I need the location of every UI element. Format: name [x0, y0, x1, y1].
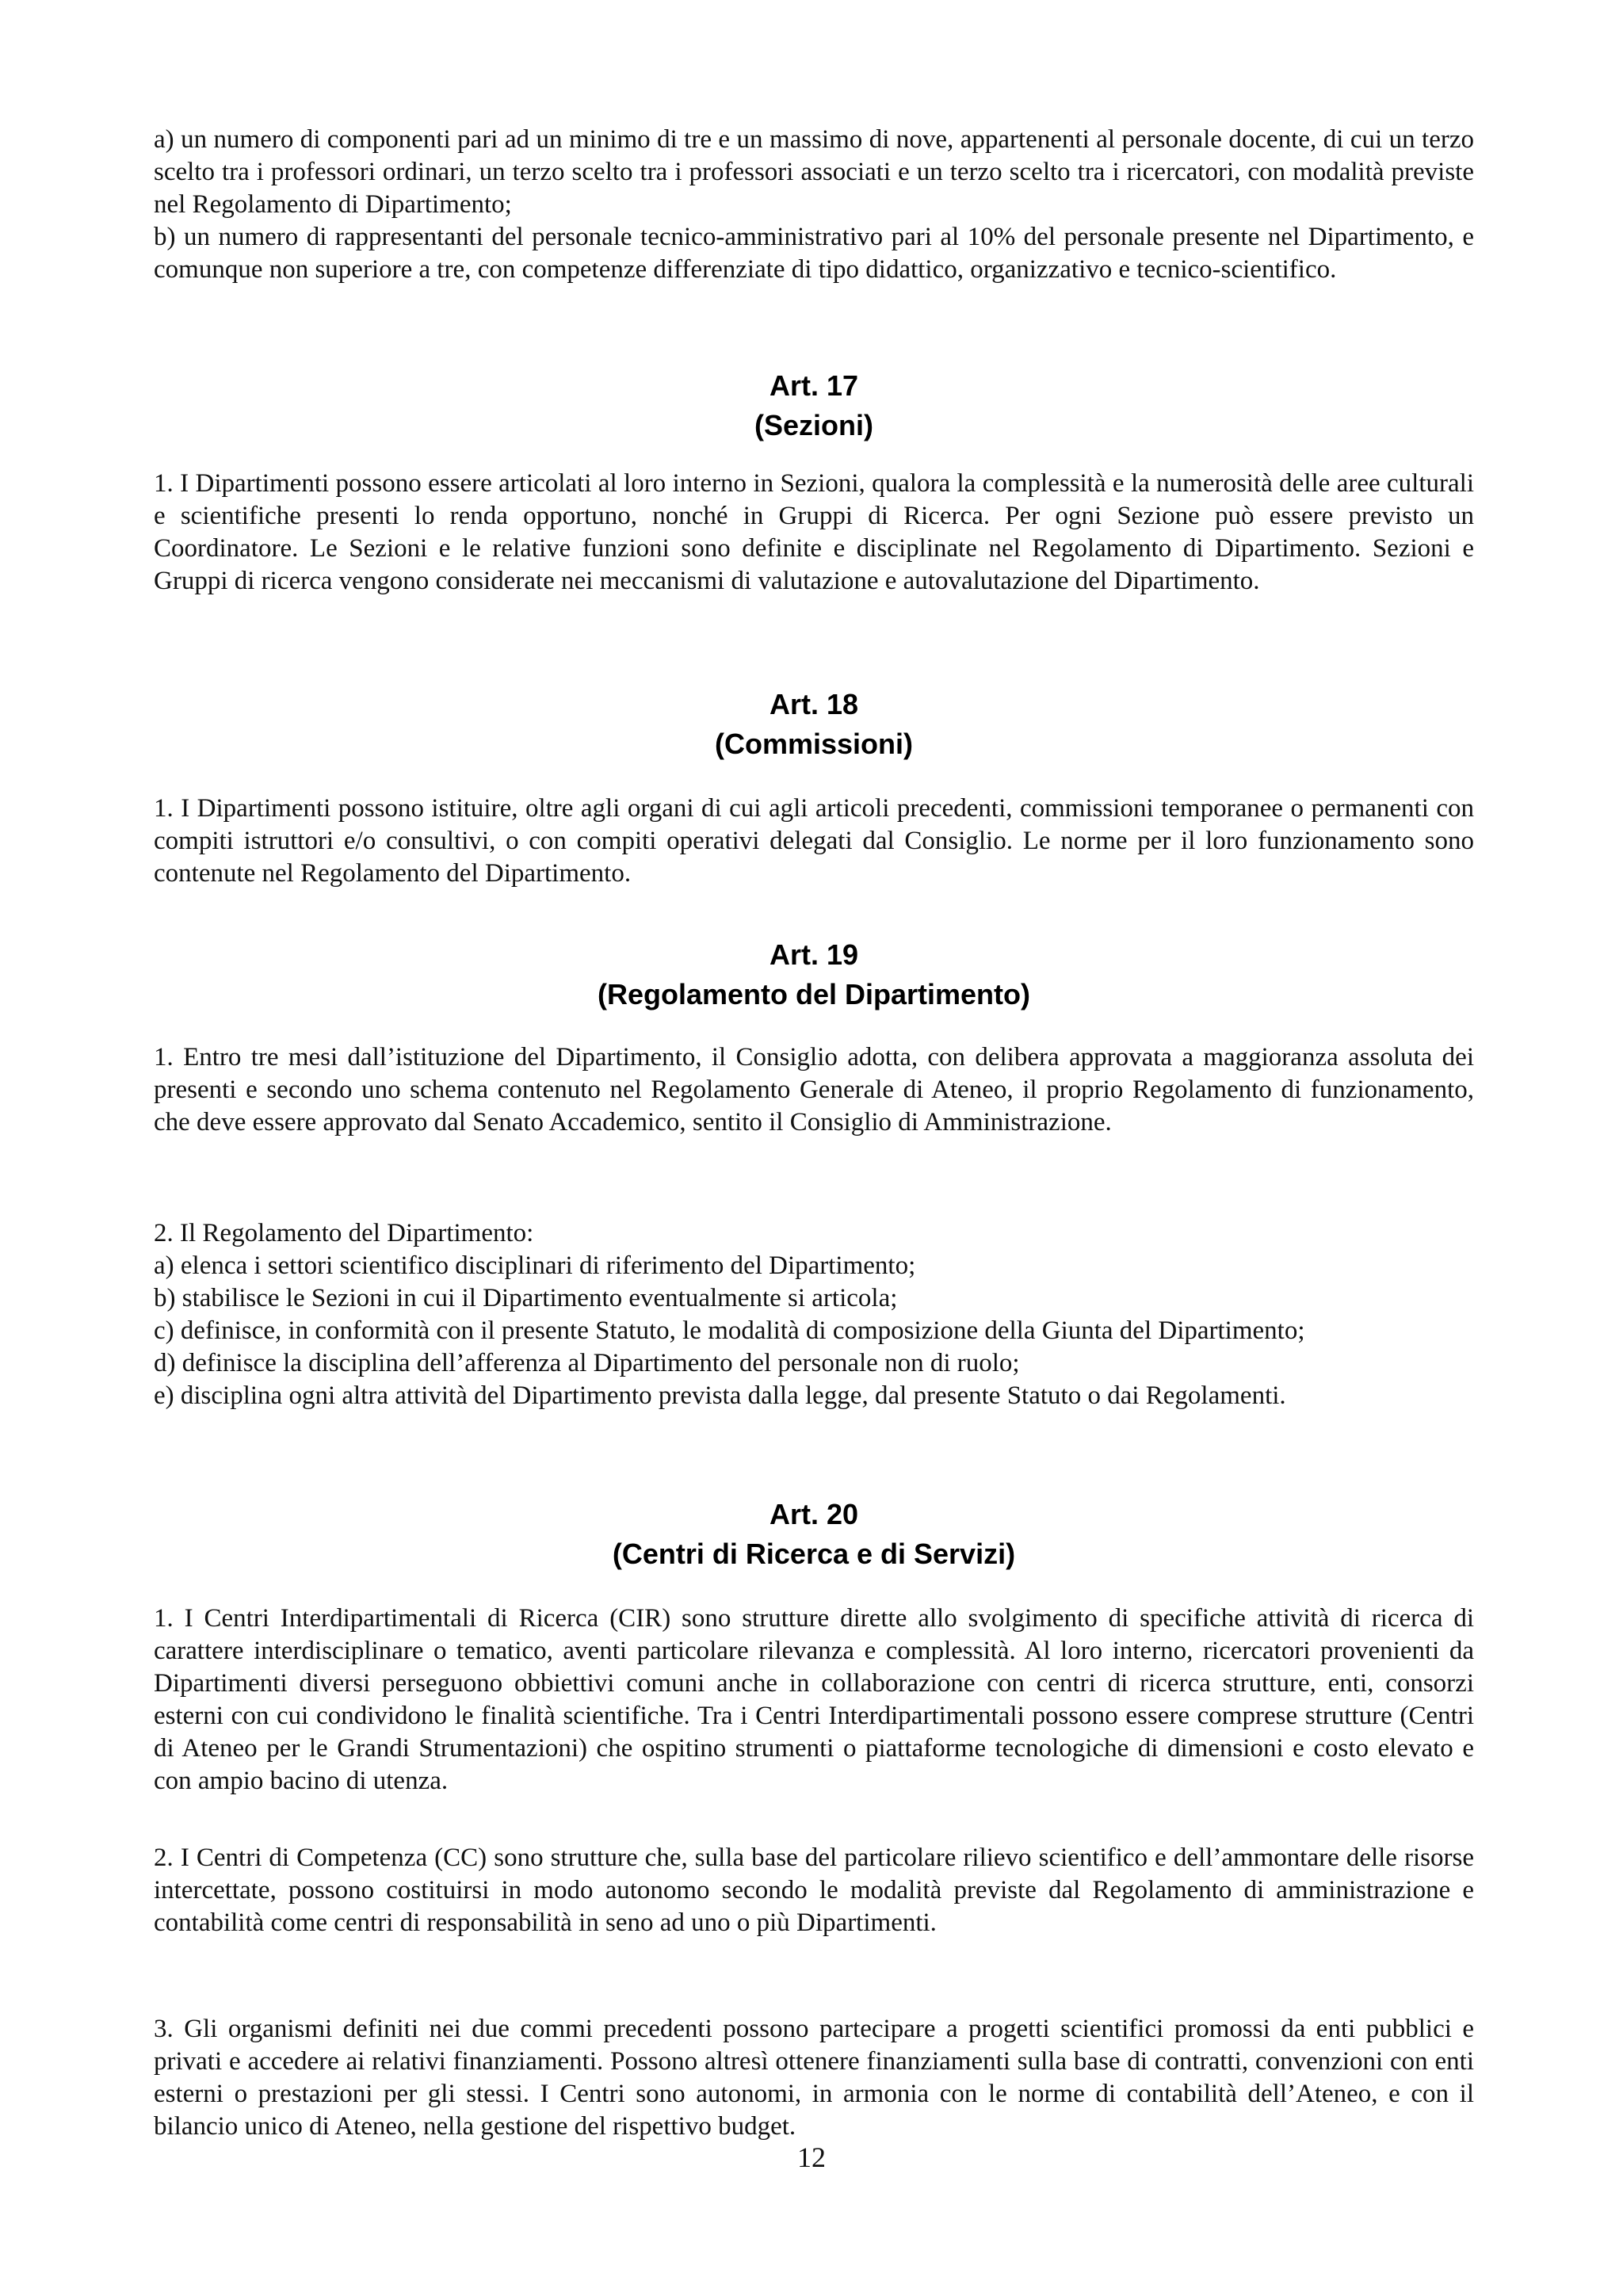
article-17-body [154, 468, 1474, 598]
article-19-title: (Regolamento del Dipartimento) [597, 978, 1031, 1010]
article-20-heading [154, 1495, 1474, 1574]
intro-item-b: b) un numero di rappresentanti del personale tecnico-amministrativo pari al 10% del personale presente nel Dipartimento, e comunque non superiore a tre, con competenze differenziate di tipo didattico, organizzativo e tecnico-scientifico. [154, 223, 1474, 284]
article-20-number: Art. 20 [769, 1498, 859, 1530]
intro-item-a: a) un numero di componenti pari ad un minimo di tre e un massimo di nove, appartenenti al personale docente, di cui un terzo scelto tra i professori ordinari, un terzo scelto tra i professori associati e un terzo scelto tra i ricercatori, con modalità previste nel Regolamento di Dipartimento; [154, 125, 1474, 219]
article-20-title: (Centri di Ricerca e di Servizi) [612, 1538, 1016, 1570]
article-20-body-1 [154, 1603, 1474, 1797]
article-19-list-item-d: d) definisce la disciplina dell’afferenza al Dipartimento del personale non di ruolo; [154, 1349, 1020, 1377]
article-19-list-item-a: a) elenca i settori scientifico disciplinari di riferimento del Dipartimento; [154, 1251, 916, 1280]
article-19-list-item-c: c) definisce, in conformità con il presente Statuto, le modalità di composizione della Giunta del Dipartimento; [154, 1316, 1305, 1345]
article-20-paragraph-1: 1. I Centri Interdipartimentali di Ricerca (CIR) sono strutture dirette allo svolgimento di specifiche attività di ricerca di carattere interdisciplinare o tematico, aventi particolare rilevanza e complessità. Al loro interno, ricercatori provenienti da Dipartimenti diversi perseguono obbiettivi comuni anche in collaborazione con centri di ricerca strutture, enti, consorzi esterni con cui condividono le finalità scientifiche. Tra i Centri Interdipartimentali possono essere comprese strutture (Centri di Ateneo per le Grandi Strumentazioni) che ospitino strumenti o piattaforme tecnologiche di dimensioni e costo elevato e con ampio bacino di utenza. [154, 1604, 1474, 1795]
article-19-paragraph-1: 1. Entro tre mesi dall’istituzione del Dipartimento, il Consiglio adotta, con delibera approvata a maggioranza assoluta dei presenti e secondo uno schema contenuto nel Regolamento Generale di Ateneo, il proprio Regolamento di funzionamento, che deve essere approvato dal Senato Accademico, sentito il Consiglio di Amministrazione. [154, 1043, 1474, 1137]
article-19-list-item-b: b) stabilisce le Sezioni in cui il Dipartimento eventualmente si articola; [154, 1284, 898, 1312]
article-20-paragraph-2: 2. I Centri di Competenza (CC) sono strutture che, sulla base del particolare rilievo scientifico e dell’ammontare delle risorse intercettate, possono costituirsi in modo autonomo secondo le modalità previste dal Regolamento di amministrazione e contabilità come centri di responsabilità in seno ad uno o più Dipartimenti. [154, 1843, 1474, 1937]
article-18-number: Art. 18 [769, 688, 859, 720]
article-19-list [154, 1217, 1474, 1412]
article-19-body-1 [154, 1041, 1474, 1139]
article-17-paragraph-1: 1. I Dipartimenti possono essere articolati al loro interno in Sezioni, qualora la complessità e la numerosità delle aree culturali e scientifiche presenti lo renda opportuno, nonché in Gruppi di Ricerca. Per ogni Sezione può essere previsto un Coordinatore. Le Sezioni e le relative funzioni sono definite e disciplinate nel Regolamento di Dipartimento. Sezioni e Gruppi di ricerca vengono considerate nei meccanismi di valutazione e autovalutazione del Dipartimento. [154, 469, 1474, 595]
article-20-paragraph-3: 3. Gli organismi definiti nei due commi precedenti possono partecipare a progetti scientifici promossi da enti pubblici e privati e accedere ai relativi finanziamenti. Possono altresì ottenere finanziamenti sulla base di contratti, convenzioni con enti esterni o prestazioni per gli stessi. I Centri sono autonomi, in armonia con le norme di contabilità dell’Ateneo, e con il bilancio unico di Ateneo, nella gestione del rispettivo budget. [154, 2015, 1474, 2141]
article-18-title: (Commissioni) [714, 728, 913, 760]
article-19-number: Art. 19 [769, 938, 859, 971]
article-20-body-3 [154, 2013, 1474, 2143]
article-17-number: Art. 17 [769, 369, 859, 402]
article-19-list-item-e: e) disciplina ogni altra attività del Dipartimento prevista dalla legge, dal presente Statuto o dai Regolamenti. [154, 1381, 1286, 1410]
article-18-paragraph-1: 1. I Dipartimenti possono istituire, oltre agli organi di cui agli articoli precedenti, commissioni temporanee o permanenti con compiti istruttori e/o consultivi, o con compiti operativi delegati dal Consiglio. Le norme per il loro funzionamento sono contenute nel Regolamento del Dipartimento. [154, 794, 1474, 888]
intro-block [154, 124, 1474, 286]
article-17-title: (Sezioni) [754, 409, 873, 441]
article-19-heading [154, 935, 1474, 1014]
article-18-heading [154, 685, 1474, 764]
article-17-heading [154, 366, 1474, 445]
page-number: 12 [797, 2141, 826, 2173]
article-18-body [154, 793, 1474, 890]
article-20-body-2 [154, 1842, 1474, 1939]
article-19-list-intro: 2. Il Regolamento del Dipartimento: [154, 1219, 534, 1247]
